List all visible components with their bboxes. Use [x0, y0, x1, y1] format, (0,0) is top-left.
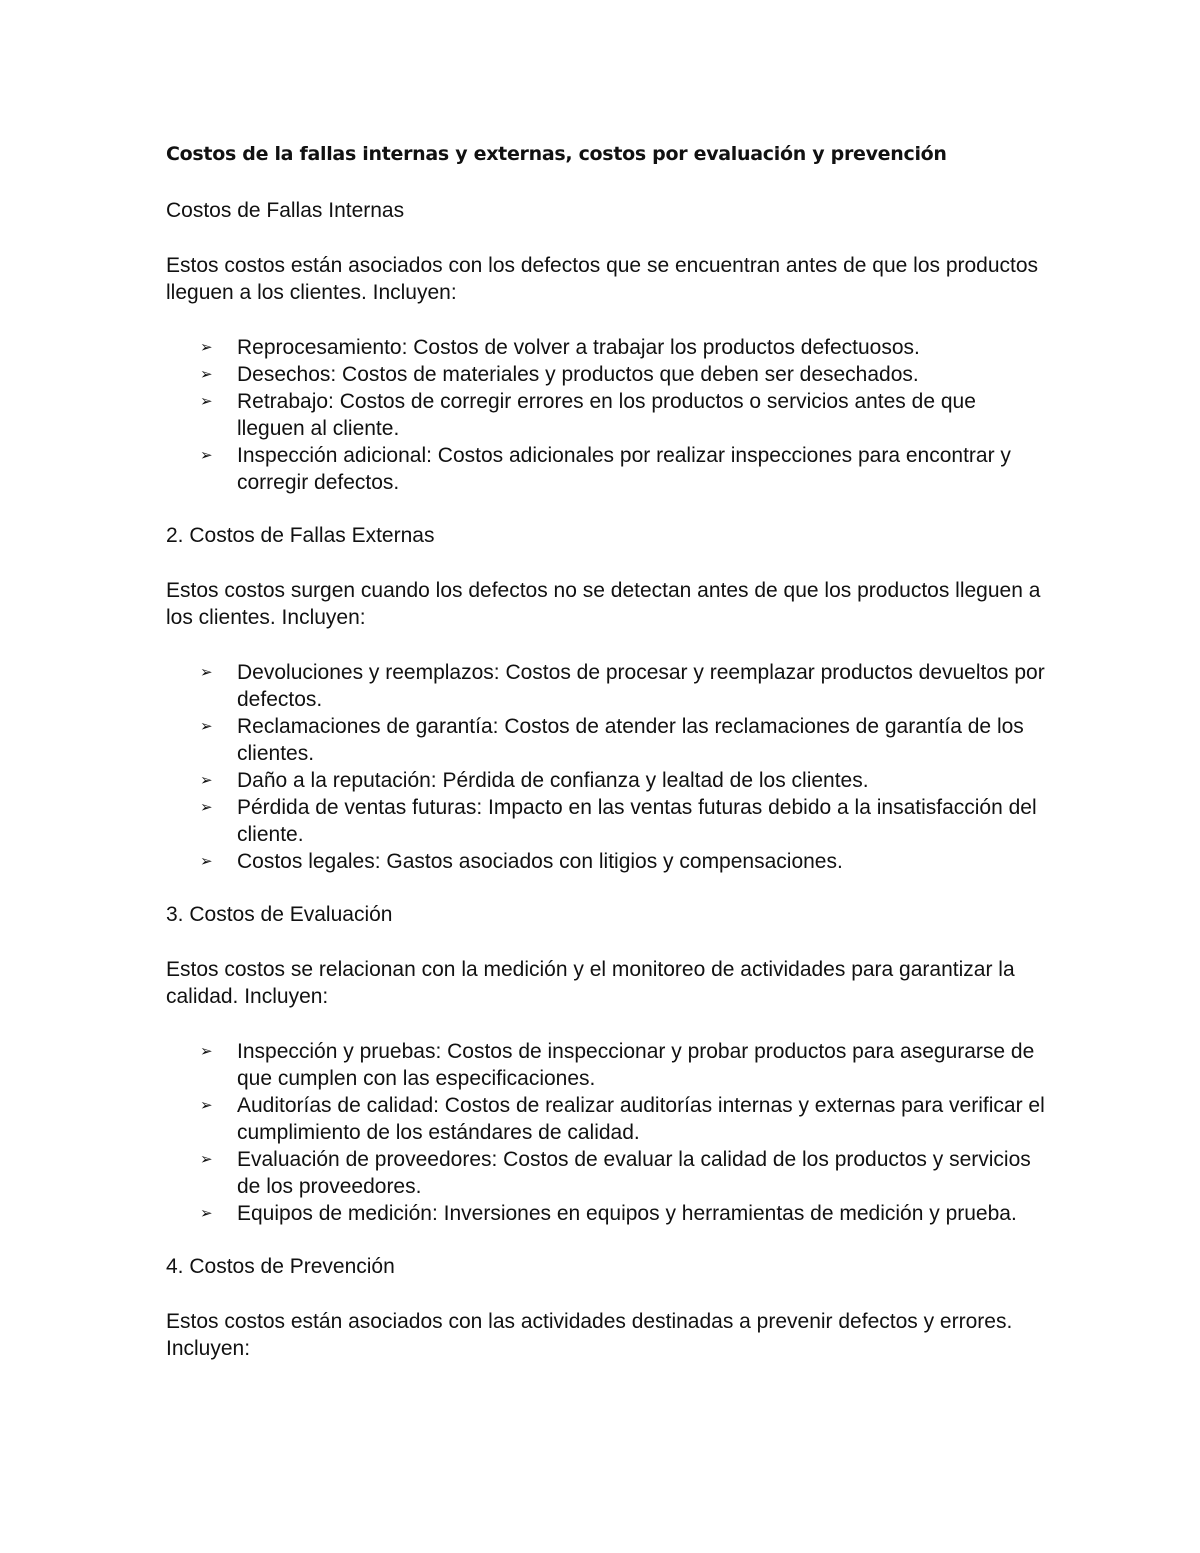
bullet-list-appraisal: [166, 1038, 1046, 1227]
arrowhead-bullet-icon: ➢: [200, 1150, 213, 1168]
arrowhead-bullet-icon: ➢: [200, 446, 213, 464]
list-item-text: Evaluación de proveedores: Costos de evaluar la calidad de los productos y servicios de los proveedores.: [237, 1148, 1031, 1198]
list-item: [166, 1200, 1046, 1227]
list-item: [166, 1146, 1046, 1200]
arrowhead-bullet-icon: ➢: [200, 392, 213, 410]
list-item-text: Costos legales: Gastos asociados con litigios y compensaciones.: [237, 850, 843, 873]
arrowhead-bullet-icon: ➢: [200, 1204, 213, 1222]
section-intro-internal-failures: Estos costos están asociados con los defectos que se encuentran antes de que los productos lleguen a los clientes. Incluyen:: [166, 254, 1039, 304]
arrowhead-bullet-icon: ➢: [200, 663, 213, 681]
arrowhead-bullet-icon: ➢: [200, 1096, 213, 1114]
bullet-list-internal-failures: [166, 334, 1046, 496]
list-item: [166, 388, 1046, 442]
list-item: [166, 794, 1046, 848]
list-item-text: Devoluciones y reemplazos: Costos de procesar y reemplazar productos devueltos por defectos.: [237, 661, 1045, 711]
list-item-text: Daño a la reputación: Pérdida de confianza y lealtad de los clientes.: [237, 769, 869, 792]
section-heading-internal-failures: Costos de Fallas Internas: [166, 199, 405, 222]
list-item-text: Retrabajo: Costos de corregir errores en los productos o servicios antes de que lleguen al cliente.: [237, 390, 976, 440]
document-body: [166, 141, 1046, 1390]
list-item-text: Pérdida de ventas futuras: Impacto en las ventas futuras debido a la insatisfacción del cliente.: [237, 796, 1037, 846]
document-title: Costos de la fallas internas y externas, costos por evaluación y prevención: [166, 143, 947, 165]
list-item-text: Reclamaciones de garantía: Costos de atender las reclamaciones de garantía de los clientes.: [237, 715, 1024, 765]
section-heading-prevention: 4. Costos de Prevención: [166, 1255, 395, 1278]
section-intro-prevention: Estos costos están asociados con las actividades destinadas a prevenir defectos y errores. Incluyen:: [166, 1310, 1013, 1360]
arrowhead-bullet-icon: ➢: [200, 771, 213, 789]
list-item-text: Desechos: Costos de materiales y productos que deben ser desechados.: [237, 363, 919, 386]
list-item-text: Reprocesamiento: Costos de volver a trabajar los productos defectuosos.: [237, 336, 920, 359]
arrowhead-bullet-icon: ➢: [200, 338, 213, 356]
list-item: [166, 767, 1046, 794]
section-intro-external-failures: Estos costos surgen cuando los defectos no se detectan antes de que los productos lleguen a los clientes. Incluyen:: [166, 579, 1041, 629]
list-item: [166, 848, 1046, 875]
list-item: [166, 334, 1046, 361]
section-heading-external-failures: 2. Costos de Fallas Externas: [166, 524, 435, 547]
bullet-list-external-failures: [166, 659, 1046, 875]
section-heading-appraisal: 3. Costos de Evaluación: [166, 903, 393, 926]
section-intro-appraisal: Estos costos se relacionan con la medición y el monitoreo de actividades para garantizar la calidad. Incluyen:: [166, 958, 1015, 1008]
list-item: [166, 1092, 1046, 1146]
list-item: [166, 1038, 1046, 1092]
list-item: [166, 361, 1046, 388]
list-item-text: Equipos de medición: Inversiones en equipos y herramientas de medición y prueba.: [237, 1202, 1017, 1225]
list-item-text: Inspección y pruebas: Costos de inspeccionar y probar productos para asegurarse de que cumplen con las especificaciones.: [237, 1040, 1035, 1090]
list-item: [166, 659, 1046, 713]
arrowhead-bullet-icon: ➢: [200, 1042, 213, 1060]
list-item-text: Inspección adicional: Costos adicionales por realizar inspecciones para encontrar y corregir defectos.: [237, 444, 1011, 494]
arrowhead-bullet-icon: ➢: [200, 717, 213, 735]
arrowhead-bullet-icon: ➢: [200, 798, 213, 816]
list-item: [166, 713, 1046, 767]
arrowhead-bullet-icon: ➢: [200, 852, 213, 870]
list-item-text: Auditorías de calidad: Costos de realizar auditorías internas y externas para verificar el cumplimiento de los estándares de calidad.: [237, 1094, 1045, 1144]
arrowhead-bullet-icon: ➢: [200, 365, 213, 383]
list-item: [166, 442, 1046, 496]
